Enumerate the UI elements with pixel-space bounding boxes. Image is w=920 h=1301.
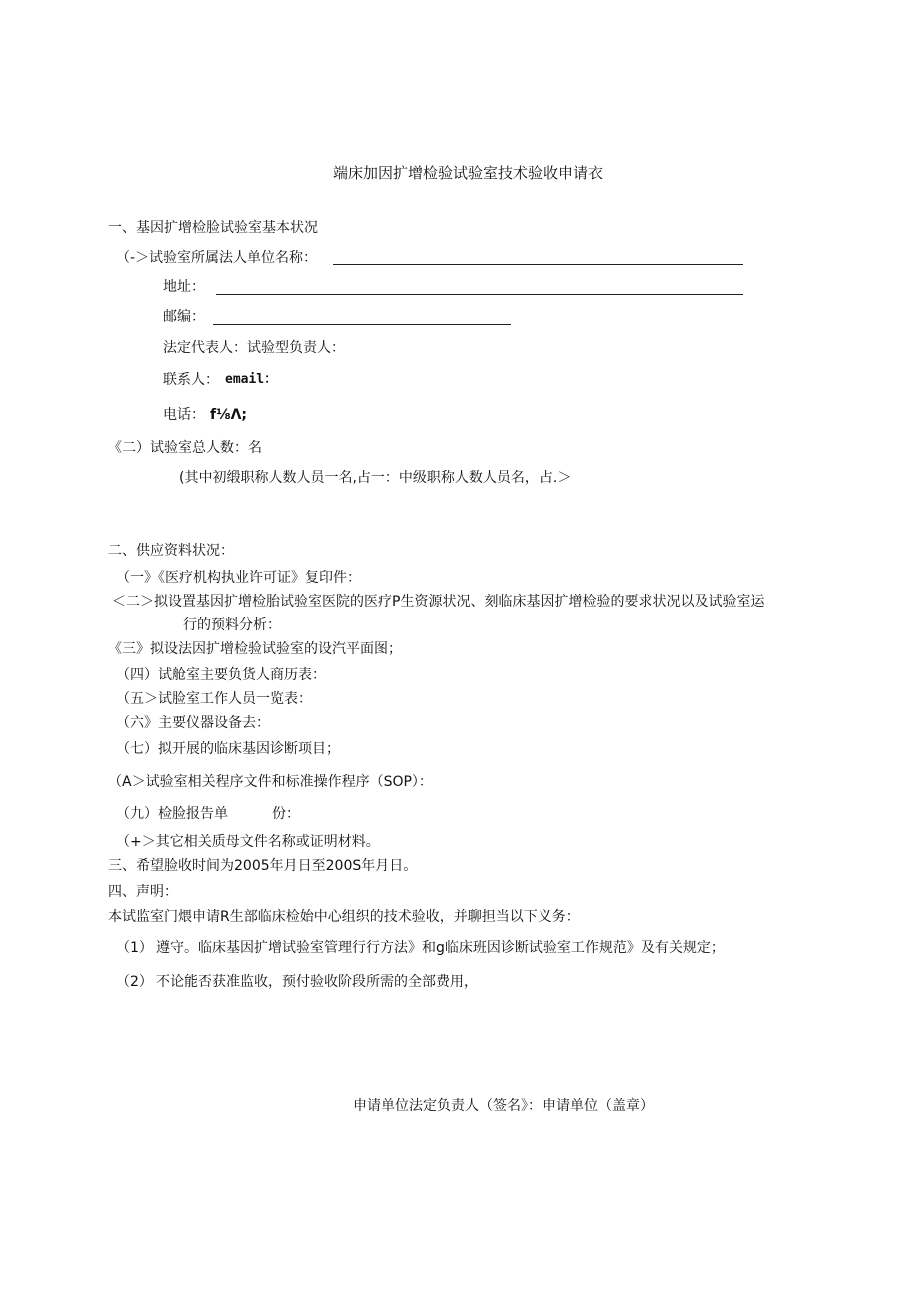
list-item: （六》主要仪器设备去： [116, 715, 270, 731]
unit-name-label: （-＞试验室所属法人单位名称： [116, 250, 318, 266]
list-item: ＜二＞拟设置基因扩增检胎试验室医院的医疗P生资源状况、刻临床基因扩增检验的要求状况以及试验室运 [112, 594, 765, 610]
contact-label: 联系人： [163, 372, 219, 388]
list-item: （七）拟开展的临床基因诊断项目； [116, 741, 340, 757]
phone-suffix: f⅛Λ; [210, 407, 248, 423]
list-item-continuation: 行的预料分析： [183, 617, 281, 633]
list-item: （+＞其它相关质母文件名称或证明材料。 [116, 834, 380, 850]
postcode-blank-line [213, 324, 511, 325]
section1-heading: 一、基因扩增检脸试验室基本状况 [108, 220, 318, 236]
staff-total-label: 《二）试验室总人数：名 [108, 440, 262, 456]
legal-rep-label: 法定代表人：试验型负责人： [163, 340, 345, 356]
section3-heading: 三、希望脸收时间为2005年月日至200S年月日。 [108, 858, 418, 874]
declaration-item-text: 不论能否获准监收，预付验收阶段所需的全部费用， [156, 974, 478, 990]
address-blank-line [216, 294, 743, 295]
list-item-copies: 份： [272, 806, 300, 822]
postcode-label: 邮编： [163, 309, 205, 325]
document-title: 端床加因扩增检验试验室技术验收申请衣 [333, 164, 604, 182]
declaration-item-number: （2） [116, 974, 153, 990]
address-label: 地址： [163, 279, 205, 295]
declaration-intro: 本试监室门煨申请R生部临床检始中心组织的技术验收，并聊担当以下义务： [108, 909, 580, 925]
list-item: （五＞试脸室工作人员一览表： [116, 691, 312, 707]
declaration-item-text: 遵守。临床基因扩增试验室管理行行方法》和g临床班因诊断试验室工作规范》及有关规定； [156, 940, 725, 956]
staff-breakdown-note: (其中初缎职称人数人员一名,占一：中级职称人数人员名，占.＞ [179, 470, 572, 486]
list-item: （四）试舱室主要负货人商历表： [116, 667, 326, 683]
list-item: （九）检脸报告单 [116, 806, 228, 822]
list-item: （A＞试验室相关程序文件和标准操作程序（SOP）： [108, 774, 433, 790]
phone-label: 电话： [163, 407, 205, 423]
declaration-item-number: （1） [116, 940, 153, 956]
unit-name-blank-line [333, 264, 743, 265]
signature-line: 申请单位法定负责人（签名》：申请单位（盖章） [353, 1098, 654, 1114]
list-item: 《三》拟设法因扩增检验试验室的设汽平面图； [108, 641, 402, 657]
email-label: email： [225, 372, 278, 387]
list-item: （一》《医疗机构执业许可证》复印件： [116, 570, 361, 586]
section4-heading: 四、声明： [108, 884, 178, 900]
section2-heading: 二、供应资料状况： [108, 543, 234, 559]
